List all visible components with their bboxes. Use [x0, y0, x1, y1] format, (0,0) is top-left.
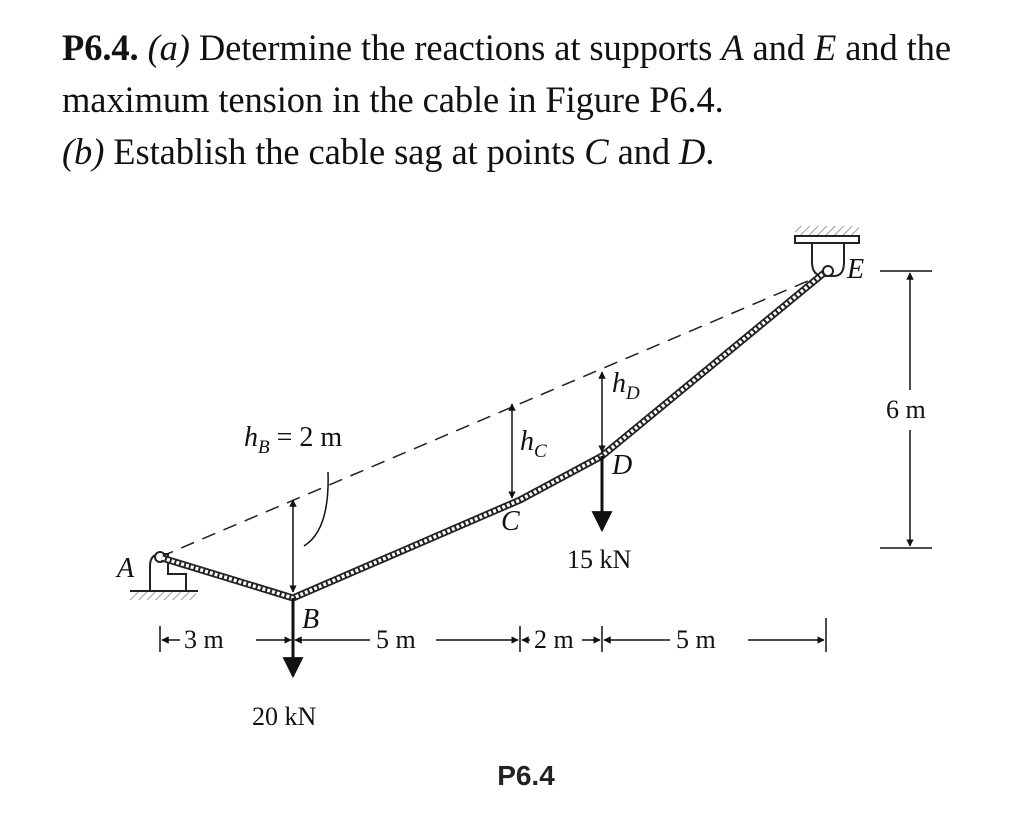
part-a-and: and: [743, 27, 814, 68]
label-a: A: [117, 553, 135, 584]
point-e-ref: E: [813, 27, 837, 68]
label-hd: $h_D$: [612, 368, 640, 404]
part-a-text-2: and the maximum tension in the cable in Figure P6.4.: [62, 27, 951, 120]
point-a-ref: A: [721, 27, 744, 68]
hb-leader: [304, 472, 328, 546]
dim-label-height: 6 m: [886, 395, 926, 424]
part-a-label: (a): [147, 27, 190, 68]
label-c: C: [501, 506, 520, 537]
label-hc: $h_C$: [520, 426, 547, 462]
dim-label-bc: 5 m: [376, 625, 416, 654]
dim-label-ab: 3 m: [184, 625, 224, 654]
dim-label-cd: 2 m: [534, 625, 574, 654]
label-e: E: [847, 254, 865, 285]
load-label-d: 15 kN: [567, 545, 632, 574]
label-d: D: [612, 450, 633, 481]
label-hb: $h_B = 2$ m: [244, 422, 343, 458]
problem-number: P6.4.: [62, 27, 139, 68]
part-b-end: .: [705, 131, 715, 172]
label-b: B: [302, 604, 320, 635]
part-b-and: and: [608, 131, 679, 172]
figure-caption: P6.4: [497, 760, 555, 791]
load-label-b: 20 kN: [252, 702, 317, 731]
point-c-ref: C: [584, 131, 609, 172]
point-d-ref: D: [679, 131, 706, 172]
part-b-label: (b): [62, 131, 105, 172]
span-dimensions: [160, 618, 826, 652]
part-b-text-1: Establish the cable sag at points: [104, 131, 585, 172]
cable: [162, 273, 824, 598]
part-a-text-1: Determine the reactions at supports: [189, 27, 722, 68]
dim-label-de: 5 m: [676, 625, 716, 654]
